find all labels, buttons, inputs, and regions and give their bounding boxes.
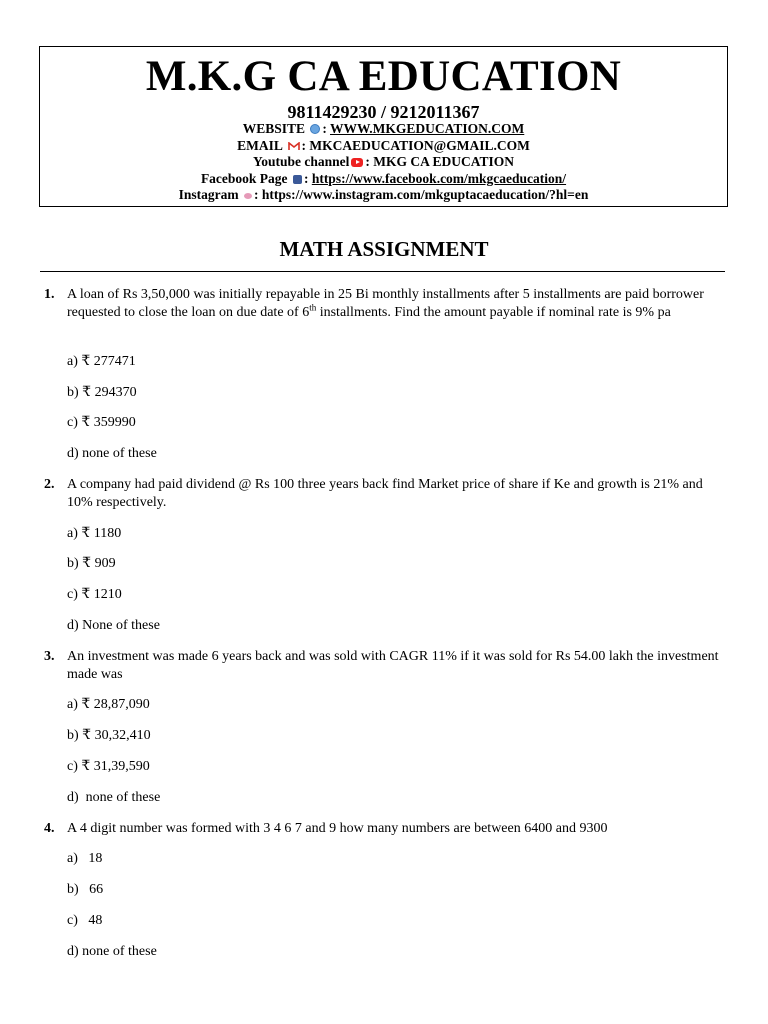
question-3-option-b: b) ₹ 30,32,410 [67,728,151,743]
question-4-number: 4. [44,821,55,836]
question-3-option-d: d) none of these [67,790,161,805]
question-4-option-b: b) 66 [67,882,104,897]
question-4-option-c: c) 48 [67,913,103,928]
globe-icon [310,124,320,134]
question-1-option-b: b) ₹ 294370 [67,385,137,400]
question-3-number: 3. [44,649,55,664]
header-box [39,46,728,207]
email-line: EMAIL : MKCAEDUCATION@GMAIL.COM [237,137,530,153]
question-1-option-a: a) ₹ 277471 [67,354,136,369]
youtube-label: Youtube channel [252,154,350,170]
instagram-link[interactable]: https://www.instagram.com/mkguptacaeducation/?hl=en [261,187,589,203]
question-3-option-c: c) ₹ 31,39,590 [67,759,150,774]
phone-numbers: 9811429230 / 9212011367 [287,102,480,122]
question-2-option-b: b) ₹ 909 [67,556,116,571]
facebook-icon [293,175,302,184]
question-2-number: 2. [44,477,55,492]
question-1-option-c: c) ₹ 359990 [67,415,136,430]
question-2-option-c: c) ₹ 1210 [67,587,122,602]
website-link[interactable]: WWW.MKGEDUCATION.COM [330,121,525,136]
instagram-line: Instagram : https://www.instagram.com/mkguptacaeducation/?hl=en [178,187,589,203]
facebook-link[interactable]: https://www.facebook.com/mkgcaeducation/ [311,170,567,186]
email-address[interactable]: MKCAEDUCATION@GMAIL.COM [309,137,530,153]
website-line: WEBSITE : WWW.MKGEDUCATION.COM [242,121,525,136]
question-4-option-a: a) 18 [67,851,103,866]
facebook-line: Facebook Page : https://www.facebook.com/mkgcaeducation/ [200,170,567,186]
question-1-number: 1. [44,287,55,302]
question-3-option-a: a) ₹ 28,87,090 [67,697,150,712]
instagram-label: Instagram [178,187,239,203]
question-4-option-d: d) none of these [67,944,157,959]
question-4-text: A 4 digit number was formed with 3 4 6 7 and 9 how many numbers are between 6400 and 9300 [67,821,608,836]
facebook-label: Facebook Page [200,170,288,186]
instagram-icon [244,193,252,199]
question-3-text: An investment was made 6 years back and was sold with CAGR 11% if it was sold for Rs 54.00 lakh the investment made was [67,649,719,682]
question-1-option-d: d) none of these [67,446,157,461]
youtube-channel: MKG CA EDUCATION [373,154,515,170]
divider [40,271,725,272]
question-2-text: A company had paid dividend @ Rs 100 three years back find Market price of share if Ke and growth is 21% and 10% respectively. [67,477,703,510]
question-2-option-a: a) ₹ 1180 [67,526,122,541]
gmail-icon [288,142,300,151]
website-label: WEBSITE [242,121,305,136]
youtube-line: Youtube channel : MKG CA EDUCATION [252,154,515,170]
page-title: MATH ASSIGNMENT [279,237,489,261]
question-2-option-d: d) None of these [67,618,160,633]
email-label: EMAIL [237,137,283,153]
brand-title: M.K.G CA EDUCATION [145,53,622,100]
youtube-icon [351,158,363,167]
question-1-text: A loan of Rs 3,50,000 was initially repayable in 25 Bi monthly installments after 5 installments are paid borrower requested to close the loan on due date of 6th installments. Find the amount payable if nominal rate is 9% pa [67,287,704,320]
